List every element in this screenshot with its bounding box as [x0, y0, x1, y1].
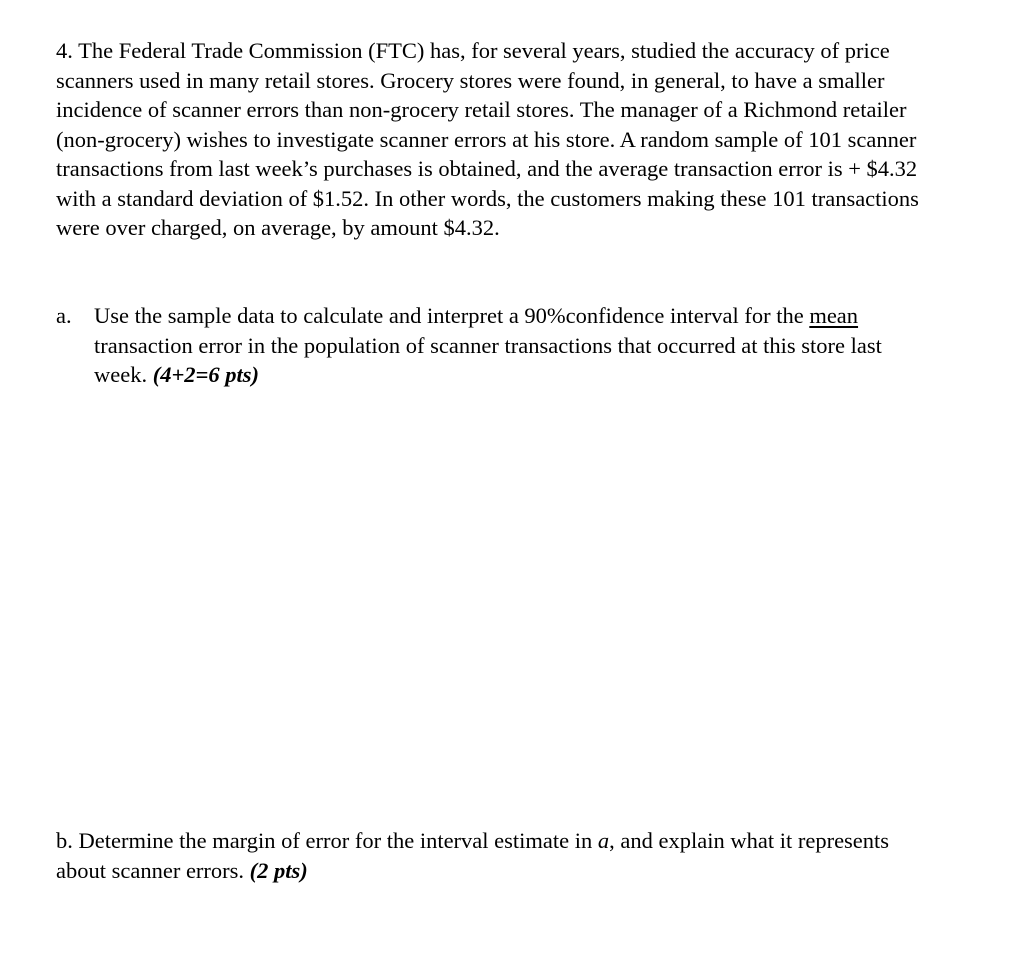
question-4-text — [56, 36, 936, 243]
part-b-points: (2 pts) — [249, 857, 308, 883]
part-a-text-start: Use the sample data to calculate and interpret a 90%confidence interval for the — [94, 303, 810, 328]
part-b-text-end: , and explain what it represents about scanner errors. — [56, 828, 890, 883]
part-a-underlined-word: mean — [809, 303, 859, 328]
part-b-variable: a — [597, 828, 610, 853]
part-a-marker: a. — [56, 303, 72, 328]
part-b — [56, 826, 936, 885]
part-b-marker: b. — [56, 828, 73, 853]
part-a-text-end: transaction error in the population of scanner transactions that occurred at this store last week. — [94, 332, 882, 387]
part-b-text-start: Determine the margin of error for the interval estimate in — [78, 828, 598, 853]
part-a — [56, 301, 936, 390]
question-prompt: The Federal Trade Commission (FTC) has, for several years, studied the accuracy of price scanners used in many retail stores. Grocery stores were found, in general, to have a smaller incidence of scanner errors than non-grocery retail stores. The manager of a Richmond retailer (non-grocery) wishes to investigate scanner errors at his store. A random sample of 101 scanner transactions from last week’s purchases is obtained, and the average transaction error is + $4.32 with a standard deviation of $1.52. In other words, the customers making these 101 transactions were over charged, on average, by amount $4.32. — [56, 38, 919, 240]
question-number: 4. — [56, 38, 73, 63]
part-a-points: (4+2=6 pts) — [152, 362, 259, 387]
